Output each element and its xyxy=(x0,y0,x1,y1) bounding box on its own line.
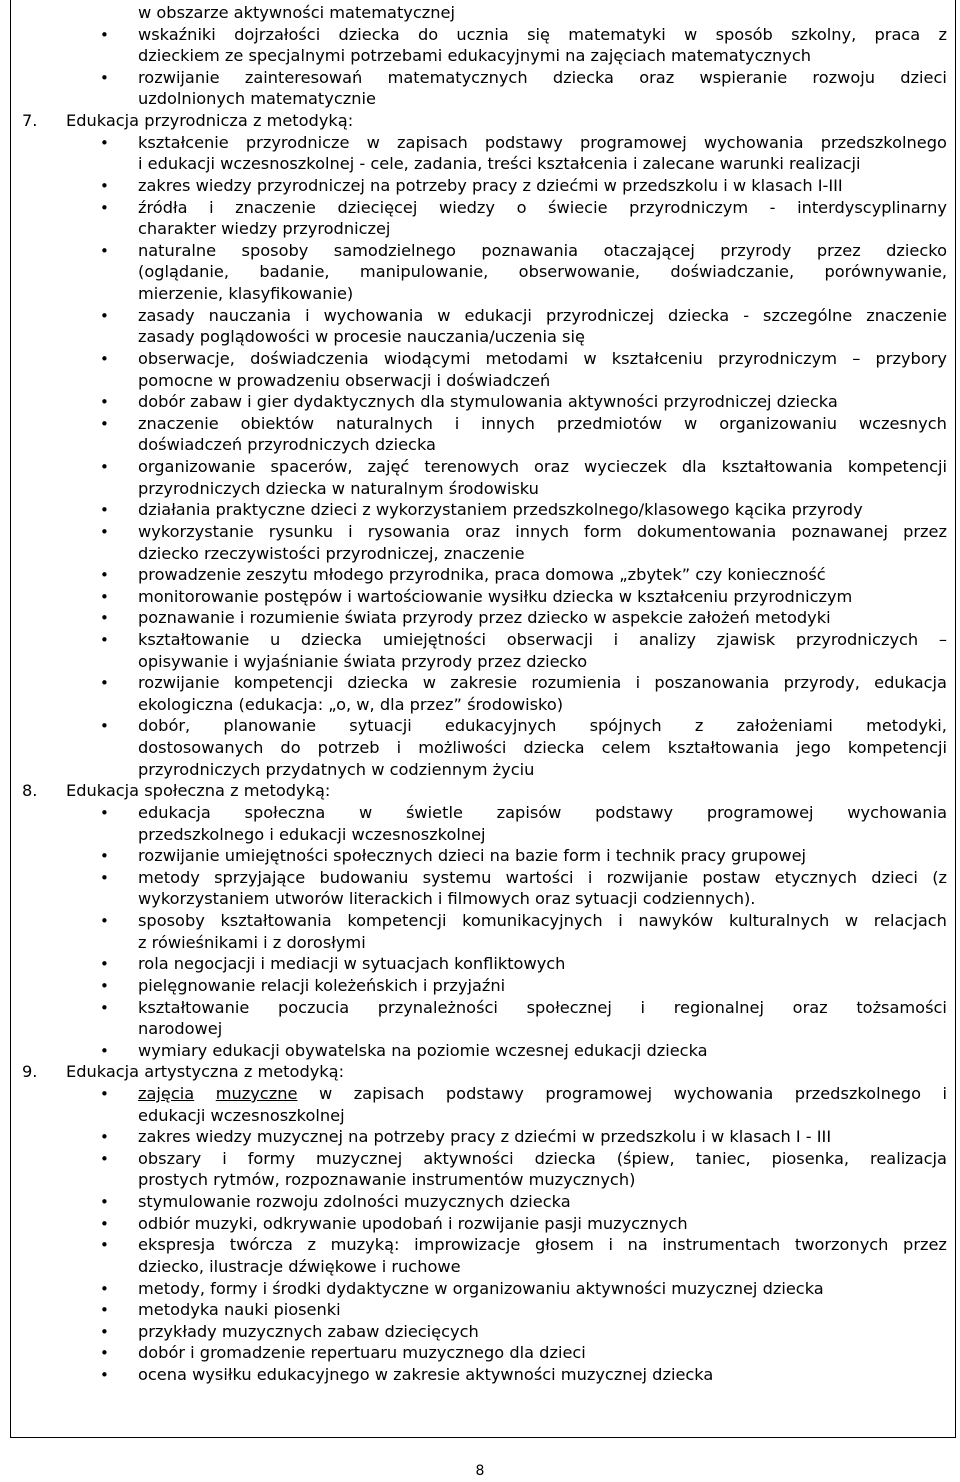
line-text: monitorowanie postępów i wartościowanie wysiłku dziecka w kształceniu przyrodniczym xyxy=(138,586,853,606)
bullet-icon: • xyxy=(100,609,109,628)
bullet-icon: • xyxy=(100,25,109,44)
line-text: dobór zabaw i gier dydaktycznych dla stymulowania aktywności przyrodniczej dziecka xyxy=(138,392,838,412)
line-text: dobór i gromadzenie repertuaru muzycznego dla dzieci xyxy=(138,1343,586,1363)
bullet-icon: • xyxy=(100,955,109,974)
bullet-icon: • xyxy=(100,912,109,931)
line-text: działania praktyczne dzieci z wykorzystaniem przedszkolnego/klasowego kącika przyrody xyxy=(138,500,863,520)
bullet-icon: • xyxy=(100,868,109,887)
section-number: 8. xyxy=(22,781,38,801)
list-item xyxy=(0,607,960,629)
list-item xyxy=(0,240,960,262)
line-text: prostych rytmów, rozpoznawanie instrumentów muzycznych) xyxy=(138,1170,636,1190)
list-item xyxy=(0,1364,960,1386)
line-text: charakter wiedzy przyrodniczej xyxy=(138,219,391,239)
bullet-icon: • xyxy=(100,176,109,195)
list-item xyxy=(0,1234,960,1256)
list-item xyxy=(0,1299,960,1321)
bullet-icon: • xyxy=(100,1128,109,1147)
bullet-icon: • xyxy=(100,630,109,649)
list-item xyxy=(0,478,960,500)
list-item xyxy=(0,326,960,348)
bullet-icon: • xyxy=(100,803,109,822)
list-item xyxy=(0,737,960,759)
line-text: i edukacji wczesnoszkolnej - cele, zadania, treści kształcenia i zalecane warunki realizacji xyxy=(138,154,861,174)
line-text: organizowanie spacerów, zajęć terenowych oraz wycieczek dla kształtowania kompetencji xyxy=(138,457,947,477)
line-text: ekspresja twórcza z muzyką: improwizacje głosem i na instrumentach tworzonych przez xyxy=(138,1235,947,1255)
bullet-icon: • xyxy=(100,1301,109,1320)
line-text: obszary i formy muzycznej aktywności dziecka (śpiew, taniec, piosenka, realizacja xyxy=(138,1148,947,1168)
bullet-icon: • xyxy=(100,306,109,325)
list-item xyxy=(0,45,960,67)
bullet-icon: • xyxy=(100,414,109,433)
bullet-icon: • xyxy=(100,1193,109,1212)
line-text: dzieckiem ze specjalnymi potrzebami edukacyjnymi na zajęciach matematycznych xyxy=(138,46,812,66)
list-item xyxy=(0,1278,960,1300)
line-text: z rówieśnikami i z dorosłymi xyxy=(138,932,366,952)
bullet-icon: • xyxy=(100,1279,109,1298)
list-item xyxy=(0,413,960,435)
line-text: edukacja społeczna w świetle zapisów podstawy programowej wychowania xyxy=(138,802,947,822)
list-item xyxy=(0,1105,960,1127)
list-item xyxy=(0,391,960,413)
list-item xyxy=(0,1256,960,1278)
list-item xyxy=(0,1040,960,1062)
list-item xyxy=(0,867,960,889)
list-item xyxy=(0,564,960,586)
bullet-icon: • xyxy=(100,717,109,736)
section-heading xyxy=(0,110,960,132)
line-text: stymulowanie rozwoju zdolności muzycznych dziecka xyxy=(138,1192,571,1212)
line-text: poznawanie i rozumienie świata przyrody przez dziecko w aspekcie założeń metodyki xyxy=(138,608,831,628)
line-text: metodyka nauki piosenki xyxy=(138,1300,341,1320)
line-text: zasady poglądowości w procesie nauczania/uczenia się xyxy=(138,327,585,347)
line-text: rozwijanie umiejętności społecznych dzieci na bazie form i technik pracy grupowej xyxy=(138,846,807,866)
line-text: dziecko rzeczywistości przyrodniczej, znaczenie xyxy=(138,543,525,563)
list-item xyxy=(0,1169,960,1191)
list-item xyxy=(0,175,960,197)
bullet-icon: • xyxy=(100,1041,109,1060)
list-item xyxy=(0,67,960,89)
bullet-icon: • xyxy=(100,241,109,260)
line-text: dziecko, ilustracje dźwiękowe i ruchowe xyxy=(138,1256,461,1276)
list-item xyxy=(0,651,960,673)
line-text: mierzenie, klasyfikowanie) xyxy=(138,284,354,304)
line-text: opisywanie i wyjaśnianie świata przyrody przez dziecko xyxy=(138,651,588,671)
list-item xyxy=(0,888,960,910)
bullet-icon: • xyxy=(100,1236,109,1255)
section-number: 9. xyxy=(22,1062,38,1082)
line-text: pomocne w prowadzeniu obserwacji i doświadczeń xyxy=(138,370,551,390)
line-text: źródła i znaczenie dziecięcej wiedzy o świecie przyrodniczym - interdyscyplinarny xyxy=(138,197,947,217)
line-text: metody sprzyjające budowaniu systemu wartości i rozwijanie postaw etycznych dzieci (z xyxy=(138,867,947,887)
line-text: kształcenie przyrodnicze w zapisach podstawy programowej wychowania przedszkolnego xyxy=(138,132,947,152)
list-item xyxy=(0,24,960,46)
line-text: przedszkolnego i edukacji wczesnoszkolnej xyxy=(138,824,486,844)
line-text: ocena wysiłku edukacyjnego w zakresie aktywności muzycznej dziecka xyxy=(138,1365,714,1385)
list-item xyxy=(0,910,960,932)
list-item xyxy=(0,824,960,846)
list-item xyxy=(0,1321,960,1343)
bullet-icon: • xyxy=(100,1322,109,1341)
line-text: kształtowanie u dziecka umiejętności obserwacji i analizy zjawisk przyrodniczych – xyxy=(138,629,947,649)
line-text: naturalne sposoby samodzielnego poznawania otaczającej przyrody przez dziecko xyxy=(138,240,947,260)
line-text: w obszarze aktywności matematycznej xyxy=(138,3,455,22)
bullet-icon: • xyxy=(100,522,109,541)
list-item xyxy=(0,629,960,651)
section-title: Edukacja artystyczna z metodyką: xyxy=(66,1062,345,1082)
list-item xyxy=(0,1018,960,1040)
list-item xyxy=(0,499,960,521)
list-item xyxy=(0,370,960,392)
line-text: ekologiczna (edukacja: „o, w, dla przez” środowisko) xyxy=(138,694,564,714)
list-item xyxy=(0,715,960,737)
line-text: rozwijanie zainteresowań matematycznych dziecka oraz wspieranie rozwoju dzieci xyxy=(138,67,947,87)
line-text: kształtowanie poczucia przynależności społecznej i regionalnej oraz tożsamości xyxy=(138,997,947,1017)
list-item xyxy=(0,132,960,154)
bullet-icon: • xyxy=(100,1366,109,1385)
list-item xyxy=(0,434,960,456)
list-item xyxy=(0,953,960,975)
list-item xyxy=(0,521,960,543)
line-text: wykorzystaniem utworów literackich i filmowych oraz sytuacji codziennych). xyxy=(138,889,756,909)
line-text: rozwijanie kompetencji dziecka w zakresie rozumienia i poszanowania przyrody, edukacja xyxy=(138,673,947,693)
list-item xyxy=(0,456,960,478)
list-item xyxy=(0,348,960,370)
list-item xyxy=(0,802,960,824)
line-text: uzdolnionych matematycznie xyxy=(138,89,376,109)
bullet-icon: • xyxy=(100,393,109,412)
line-text: przykłady muzycznych zabaw dziecięcych xyxy=(138,1321,479,1341)
bullet-icon: • xyxy=(100,998,109,1017)
list-item xyxy=(0,845,960,867)
bullet-icon: • xyxy=(100,1149,109,1168)
list-item xyxy=(0,1342,960,1364)
list-item xyxy=(0,975,960,997)
list-item xyxy=(0,694,960,716)
bullet-icon: • xyxy=(100,976,109,995)
line-text: pielęgnowanie relacji koleżeńskich i przyjaźni xyxy=(138,975,506,995)
list-item xyxy=(0,586,960,608)
section-heading xyxy=(0,780,960,802)
list-item xyxy=(0,2,960,24)
line-text: narodowej xyxy=(138,1019,223,1039)
line-text: (oglądanie, badanie, manipulowanie, obserwowanie, doświadczanie, porównywanie, xyxy=(138,262,947,282)
bullet-icon: • xyxy=(100,587,109,606)
line-text: metody, formy i środki dydaktyczne w organizowaniu aktywności muzycznej dziecka xyxy=(138,1278,824,1298)
bullet-icon: • xyxy=(100,68,109,87)
list-item xyxy=(0,1213,960,1235)
line-text: zakres wiedzy przyrodniczej na potrzeby pracy z dziećmi w przedszkolu i w klasach I-III xyxy=(138,175,843,195)
line-text: prowadzenie zeszytu młodego przyrodnika, praca domowa „zbytek” czy konieczność xyxy=(138,565,826,585)
bullet-icon: • xyxy=(100,501,109,520)
list-item xyxy=(0,1126,960,1148)
bullet-icon: • xyxy=(100,133,109,152)
line-text: edukacji wczesnoszkolnej xyxy=(138,1105,345,1125)
bullet-icon: • xyxy=(100,1344,109,1363)
list-item xyxy=(0,1148,960,1170)
section-number: 7. xyxy=(22,111,38,131)
line-text: sposoby kształtowania kompetencji komunikacyjnych i nawyków kulturalnych w relacjach xyxy=(138,911,947,931)
line-text: wymiary edukacji obywatelska na poziomie wczesnej edukacji dziecka xyxy=(138,1040,708,1060)
line-text: rola negocjacji i mediacji w sytuacjach konfliktowych xyxy=(138,954,566,974)
line-text: wykorzystanie rysunku i rysowania oraz innych form dokumentowania poznawanej przez xyxy=(138,521,947,541)
bullet-icon: • xyxy=(100,674,109,693)
list-item xyxy=(0,1083,960,1105)
list-item xyxy=(0,197,960,219)
page-number: 8 xyxy=(475,1463,485,1479)
line-text: dostosowanych do potrzeb i możliwości dziecka celem kształtowania jego kompetencji xyxy=(138,738,947,758)
line-text: wskaźniki dojrzałości dziecka do ucznia się matematyki w sposób szkolny, praca z xyxy=(138,24,947,44)
section-title: Edukacja społeczna z metodyką: xyxy=(66,781,331,801)
section-heading xyxy=(0,1061,960,1083)
list-item xyxy=(0,88,960,110)
list-item xyxy=(0,543,960,565)
line-text: zajęcia muzyczne w zapisach podstawy programowej wychowania przedszkolnego i xyxy=(138,1084,947,1103)
bullet-icon: • xyxy=(100,1085,109,1103)
bullet-icon: • xyxy=(100,1214,109,1233)
bullet-icon: • xyxy=(100,458,109,477)
line-text: przyrodniczych przydatnych w codziennym życiu xyxy=(138,759,535,779)
list-item xyxy=(0,218,960,240)
list-item xyxy=(0,261,960,283)
list-item xyxy=(0,759,960,781)
line-text: obserwacje, doświadczenia wiodącymi metodami w kształceniu przyrodniczym – przybory xyxy=(138,348,947,368)
list-item xyxy=(0,153,960,175)
line-text: odbiór muzyki, odkrywanie upodobań i rozwijanie pasji muzycznych xyxy=(138,1213,688,1233)
line-text: zasady nauczania i wychowania w edukacji przyrodniczej dziecka - szczególne znaczenie xyxy=(138,305,947,325)
list-item xyxy=(0,283,960,305)
line-text: doświadczeń przyrodniczych dziecka xyxy=(138,435,436,455)
list-item xyxy=(0,932,960,954)
bullet-icon: • xyxy=(100,566,109,585)
line-text: zakres wiedzy muzycznej na potrzeby pracy z dziećmi w przedszkolu i w klasach I - III xyxy=(138,1127,832,1147)
bullet-icon: • xyxy=(100,349,109,368)
list-item xyxy=(0,305,960,327)
line-text: dobór, planowanie sytuacji edukacyjnych spójnych z założeniami metodyki, xyxy=(138,716,947,736)
line-text: znaczenie obiektów naturalnych i innych przedmiotów w organizowaniu wczesnych xyxy=(138,413,947,433)
line-text: przyrodniczych dziecka w naturalnym środowisku xyxy=(138,478,539,498)
list-item xyxy=(0,997,960,1019)
list-item xyxy=(0,672,960,694)
list-item xyxy=(0,1191,960,1213)
bullet-icon: • xyxy=(100,198,109,217)
bullet-icon: • xyxy=(100,847,109,866)
section-title: Edukacja przyrodnicza z metodyką: xyxy=(66,111,354,131)
